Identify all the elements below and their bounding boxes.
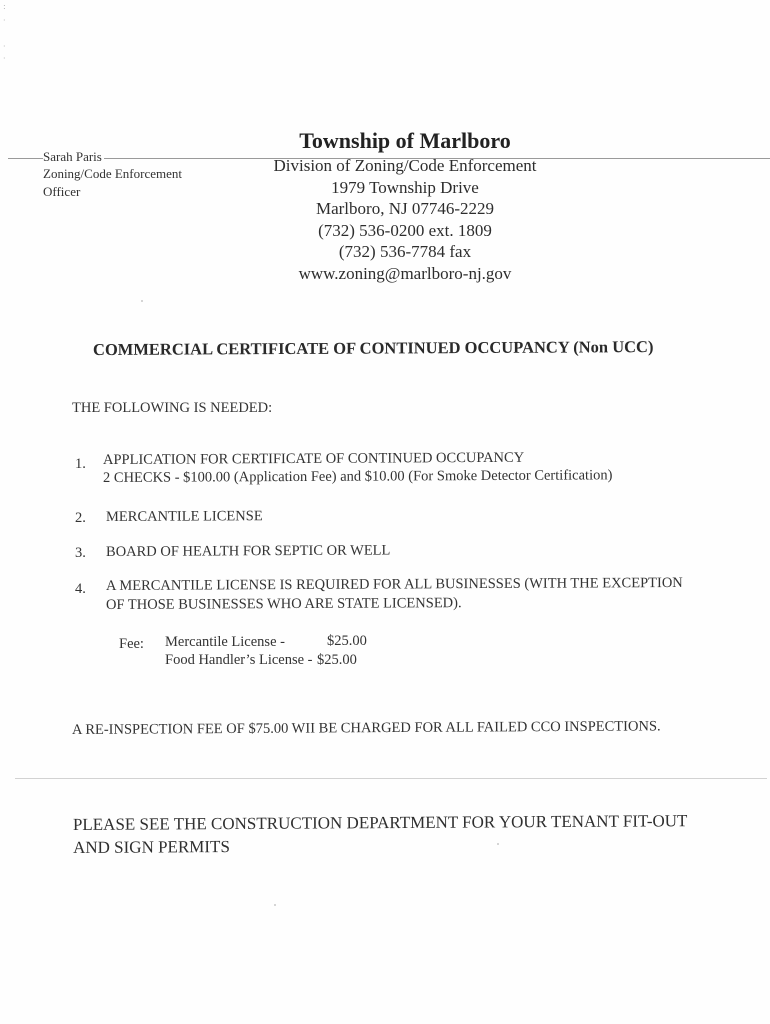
item-number: 4. xyxy=(75,581,86,597)
scan-margin-mark: · xyxy=(3,16,6,25)
notice-line-1: PLEASE SEE THE CONSTRUCTION DEPARTMENT FOR YOUR TENANT FIT-OUT xyxy=(72,811,688,835)
city-state-zip: Marlboro, NJ 07746-2229 xyxy=(315,199,494,218)
item-1-line-1: APPLICATION FOR CERTIFICATE OF CONTINUED OCCUPANCY xyxy=(102,449,525,468)
food-handler-fee-amount: $25.00 xyxy=(317,652,357,668)
mercantile-fee-amount: $25.00 xyxy=(327,633,367,649)
scan-margin-mark: : xyxy=(3,2,6,11)
officer-name: Sarah Paris xyxy=(43,149,102,164)
fax-number: (732) 536-7784 fax xyxy=(338,242,472,261)
phone-number: (732) 536-0200 ext. 1809 xyxy=(318,220,492,240)
construction-notice xyxy=(73,809,753,859)
item-4-line-2: OF THOSE BUSINESSES WHO ARE STATE LICENSED). xyxy=(105,595,462,613)
item-number: 3. xyxy=(75,545,86,561)
item-1-line-2: 2 CHECKS - $100.00 (Application Fee) and $10.00 (For Smoke Detector Certification) xyxy=(102,467,613,486)
scan-speck xyxy=(274,904,276,906)
intro-text: THE FOLLOWING IS NEEDED: xyxy=(72,400,273,416)
reinspection-fee-text: A RE-INSPECTION FEE OF $75.00 WII BE CHARGED FOR ALL FAILED CCO INSPECTIONS. xyxy=(71,718,661,738)
address-block xyxy=(245,155,565,284)
scan-speck xyxy=(497,843,499,845)
item-2-line-1: MERCANTILE LICENSE xyxy=(105,508,263,525)
item-3-line-1: BOARD OF HEALTH FOR SEPTIC OR WELL xyxy=(105,542,391,560)
notice-line-2: AND SIGN PERMITS xyxy=(73,837,230,857)
website: www.zoning@marlboro-nj.gov xyxy=(298,263,512,283)
food-handler-fee-name: Food Handler’s License - xyxy=(165,652,313,668)
mercantile-fee-name: Mercantile License - xyxy=(165,634,285,650)
item-4-line-1: A MERCANTILE LICENSE IS REQUIRED FOR ALL BUSINESSES (WITH THE EXCEPTION xyxy=(105,574,683,594)
item-number: 2. xyxy=(75,510,86,526)
officer-title: Zoning/Code Enforcement Officer xyxy=(43,166,182,199)
document-heading: COMMERCIAL CERTIFICATE OF CONTINUED OCCUPANCY (Non UCC) xyxy=(92,337,654,359)
fee-label: Fee: xyxy=(119,636,144,652)
division-line: Division of Zoning/Code Enforcement xyxy=(273,156,537,175)
scan-speck xyxy=(141,300,143,302)
item-number: 1. xyxy=(75,456,86,472)
street-address: 1979 Township Drive xyxy=(331,177,479,197)
scan-margin-mark: · xyxy=(3,42,6,51)
organization-title: Township of Marlboro xyxy=(299,128,511,153)
divider-rule xyxy=(15,778,767,779)
scan-margin-mark: · xyxy=(3,54,6,63)
